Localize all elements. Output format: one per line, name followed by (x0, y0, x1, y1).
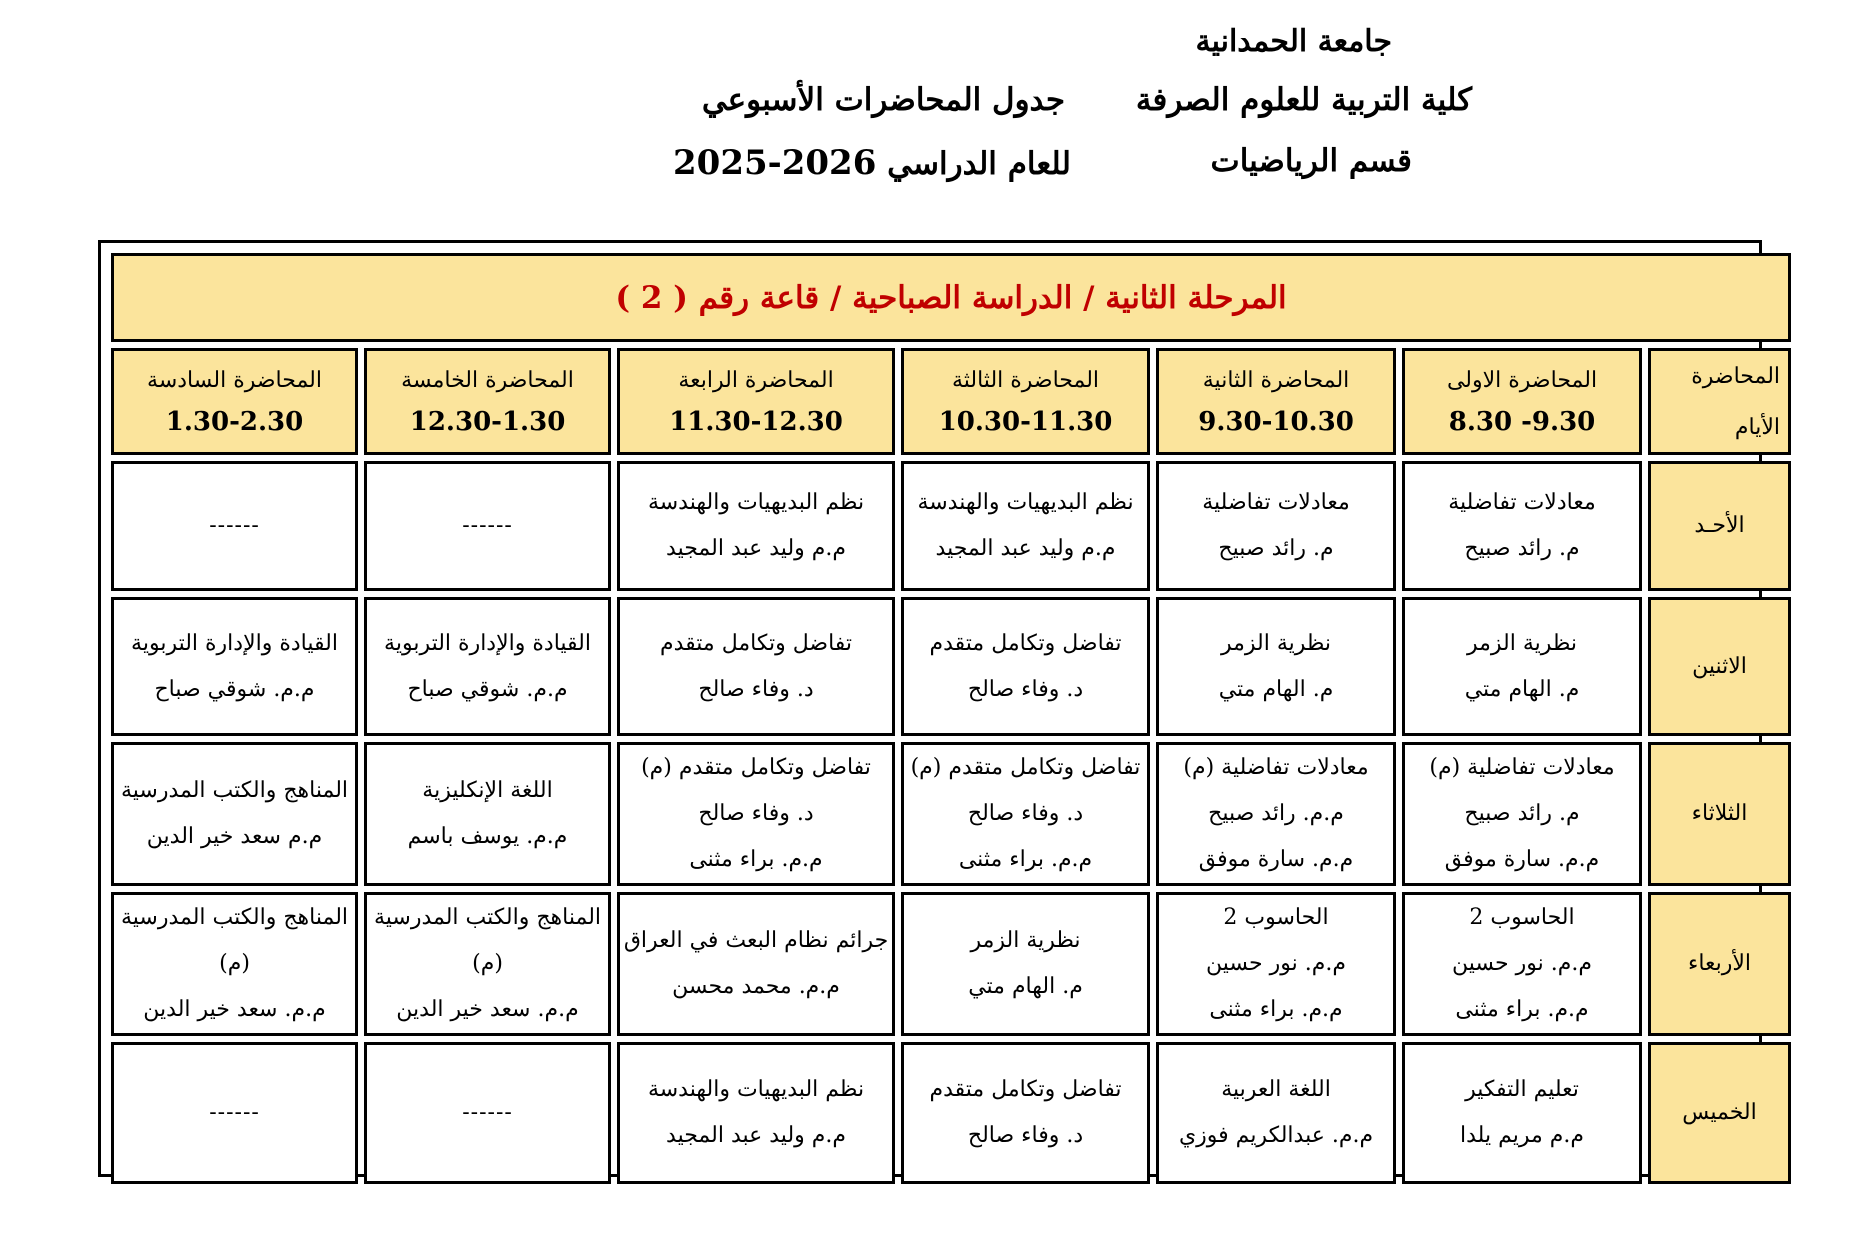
period-name: المحاضرة الخامسة (401, 367, 574, 393)
empty-dash: ------ (462, 513, 513, 538)
instructor: د. وفاء صالح (967, 801, 1084, 826)
course-name: معادلات تفاضلية (1448, 490, 1596, 515)
course-name: تفاضل وتكامل متقدم (929, 1077, 1122, 1102)
period-time: 10.30-11.30 (938, 406, 1113, 437)
instructor: م.م. محمد محسن (672, 974, 840, 999)
instructor: م. رائد صبيح (1464, 536, 1580, 561)
period-header (617, 348, 895, 455)
class-cell (364, 892, 611, 1036)
class-cell (364, 742, 611, 886)
instructor: م.م. سعد خير الدين (143, 997, 326, 1022)
period-header (901, 348, 1150, 455)
assistant-instructor: م.م. براء مثنى (1455, 997, 1589, 1022)
instructor: م.م سعد خير الدين (146, 824, 323, 849)
academic-year-value: 2025-2026 (673, 143, 877, 183)
course-name: المناهج والكتب المدرسية (120, 905, 349, 930)
university-name: جامعة الحمدانية (1195, 24, 1392, 59)
class-cell (901, 892, 1150, 1036)
class-cell (1156, 742, 1396, 886)
instructor: م.م. عبدالكريم فوزي (1178, 1123, 1374, 1148)
table-row (111, 597, 1791, 736)
corner-days-label: الأيام (1734, 415, 1781, 440)
instructor: م.م مريم يلدا (1460, 1123, 1584, 1148)
day-cell: الاثنين (1648, 597, 1791, 736)
course-name: اللغة الإنكليزية (422, 778, 553, 803)
practical-tag: (م) (472, 951, 503, 976)
corner-lecture-label: المحاضرة (1691, 364, 1781, 389)
period-time: 1.30-2.30 (165, 406, 304, 437)
instructor: م.م وليد عبد المجيد (666, 1123, 846, 1148)
course-name: نظرية الزمر (1220, 630, 1332, 656)
day-cell: الثلاثاء (1648, 742, 1791, 886)
course-name: معادلات تفاضلية (م) (1183, 755, 1369, 780)
period-header (111, 348, 358, 455)
period-name: المحاضرة الرابعة (678, 367, 834, 393)
instructor: م.م. رائد صبيح (1208, 801, 1344, 826)
course-name: نظم البديهيات والهندسة (647, 490, 865, 515)
empty-dash: ------ (209, 513, 260, 538)
instructor: م.م وليد عبد المجيد (666, 536, 846, 561)
schedule-table (105, 247, 1797, 1190)
instructor: د. وفاء صالح (698, 801, 814, 826)
table-row (111, 742, 1791, 886)
table-row (111, 1042, 1791, 1184)
class-cell (1402, 742, 1642, 886)
empty-dash: ------ (462, 1100, 513, 1125)
class-cell (111, 597, 358, 736)
empty-cell (364, 461, 611, 591)
instructor: م. رائد صبيح (1464, 801, 1580, 826)
period-header (364, 348, 611, 455)
class-cell (901, 1042, 1150, 1184)
class-cell (1156, 461, 1396, 591)
course-name: تفاضل وتكامل متقدم (929, 630, 1122, 656)
course-name: جرائم نظام البعث في العراق (623, 928, 889, 953)
period-name: المحاضرة السادسة (147, 367, 322, 393)
class-cell (617, 461, 895, 591)
course-name: القيادة والإدارة التربوية (384, 630, 591, 656)
day-cell: الخميس (1648, 1042, 1791, 1184)
course-name: نظم البديهيات والهندسة (917, 490, 1134, 515)
instructor: م. الهام متي (968, 974, 1083, 999)
class-cell (901, 742, 1150, 886)
class-cell (1156, 597, 1396, 736)
table-row (111, 892, 1791, 1036)
class-cell (111, 742, 358, 886)
class-cell (901, 597, 1150, 736)
course-name: القيادة والإدارة التربوية (131, 630, 338, 656)
instructor: د. وفاء صالح (698, 676, 814, 702)
period-time: 8.30 -9.30 (1448, 406, 1596, 437)
course-name: تفاضل وتكامل متقدم (659, 630, 853, 656)
period-time: 9.30-10.30 (1198, 406, 1354, 437)
academic-year-label: للعام الدراسي (887, 146, 1071, 182)
instructor: م.م. يوسف باسم (407, 824, 568, 849)
instructor: م. الهام متي (1218, 676, 1334, 702)
course-name: اللغة العربية (1221, 1077, 1331, 1102)
college-name: كلية التربية للعلوم الصرفة (1135, 82, 1472, 118)
schedule-title: جدول المحاضرات الأسبوعي (701, 82, 1065, 118)
course-name: تعليم التفكير (1465, 1077, 1579, 1102)
corner-cell (1648, 348, 1791, 455)
empty-cell (364, 1042, 611, 1184)
instructor: م.م. نور حسين (1206, 951, 1346, 976)
header-row (111, 348, 1791, 455)
course-name: المناهج والكتب المدرسية (120, 778, 349, 803)
period-time: 11.30-12.30 (669, 406, 843, 437)
assistant-instructor: م.م. براء مثنى (1209, 997, 1343, 1022)
class-cell (1402, 1042, 1642, 1184)
schedule-banner: المرحلة الثانية / الدراسة الصباحية / قاعة رقم ( 2 ) (111, 253, 1791, 342)
period-name: المحاضرة الثانية (1202, 367, 1350, 393)
class-cell (1402, 892, 1642, 1036)
assistant-instructor: م.م. براء مثنى (958, 847, 1093, 872)
class-cell (617, 892, 895, 1036)
instructor: م. الهام متي (1464, 676, 1580, 702)
course-name: معادلات تفاضلية (م) (1429, 755, 1615, 780)
class-cell (617, 597, 895, 736)
day-cell: الأحـد (1648, 461, 1791, 591)
course-name: تفاضل وتكامل متقدم (م) (641, 755, 871, 780)
department-name: قسم الرياضيات (1210, 143, 1412, 179)
class-cell (617, 1042, 895, 1184)
class-cell (1402, 597, 1642, 736)
class-cell (1156, 892, 1396, 1036)
empty-cell (111, 1042, 358, 1184)
empty-dash: ------ (209, 1100, 260, 1125)
instructor: د. وفاء صالح (967, 676, 1084, 702)
class-cell (901, 461, 1150, 591)
period-header (1156, 348, 1396, 455)
course-name: الحاسوب 2 (1469, 905, 1575, 930)
schedule-frame (98, 240, 1781, 1177)
period-name: المحاضرة الثالثة (951, 367, 1100, 393)
class-cell (1156, 1042, 1396, 1184)
empty-cell (111, 461, 358, 591)
period-header (1402, 348, 1642, 455)
academic-year (673, 143, 1071, 183)
class-cell (364, 597, 611, 736)
instructor: م.م وليد عبد المجيد (935, 536, 1116, 561)
instructor: م. رائد صبيح (1218, 536, 1334, 561)
assistant-instructor: م.م. براء مثنى (689, 847, 823, 872)
practical-tag: (م) (219, 951, 250, 976)
course-name: معادلات تفاضلية (1202, 490, 1350, 515)
course-name: المناهج والكتب المدرسية (373, 905, 602, 930)
assistant-instructor: م.م. سارة موفق (1444, 847, 1600, 872)
course-name: تفاضل وتكامل متقدم (م) (910, 755, 1141, 780)
instructor: د. وفاء صالح (967, 1123, 1084, 1148)
day-cell: الأربعاء (1648, 892, 1791, 1036)
instructor: م.م. نور حسين (1452, 951, 1592, 976)
instructor: م.م. سعد خير الدين (396, 997, 579, 1022)
period-name: المحاضرة الاولى (1446, 367, 1598, 393)
course-name: الحاسوب 2 (1223, 905, 1329, 930)
instructor: م.م. شوقي صباح (407, 676, 568, 702)
class-cell (111, 892, 358, 1036)
course-name: نظرية الزمر (970, 928, 1081, 953)
course-name: نظرية الزمر (1466, 630, 1578, 656)
period-time: 12.30-1.30 (409, 406, 566, 437)
class-cell (617, 742, 895, 886)
class-cell (1402, 461, 1642, 591)
assistant-instructor: م.م. سارة موفق (1198, 847, 1354, 872)
course-name: نظم البديهيات والهندسة (647, 1077, 865, 1102)
instructor: م.م. شوقي صباح (154, 676, 315, 702)
table-row (111, 461, 1791, 591)
